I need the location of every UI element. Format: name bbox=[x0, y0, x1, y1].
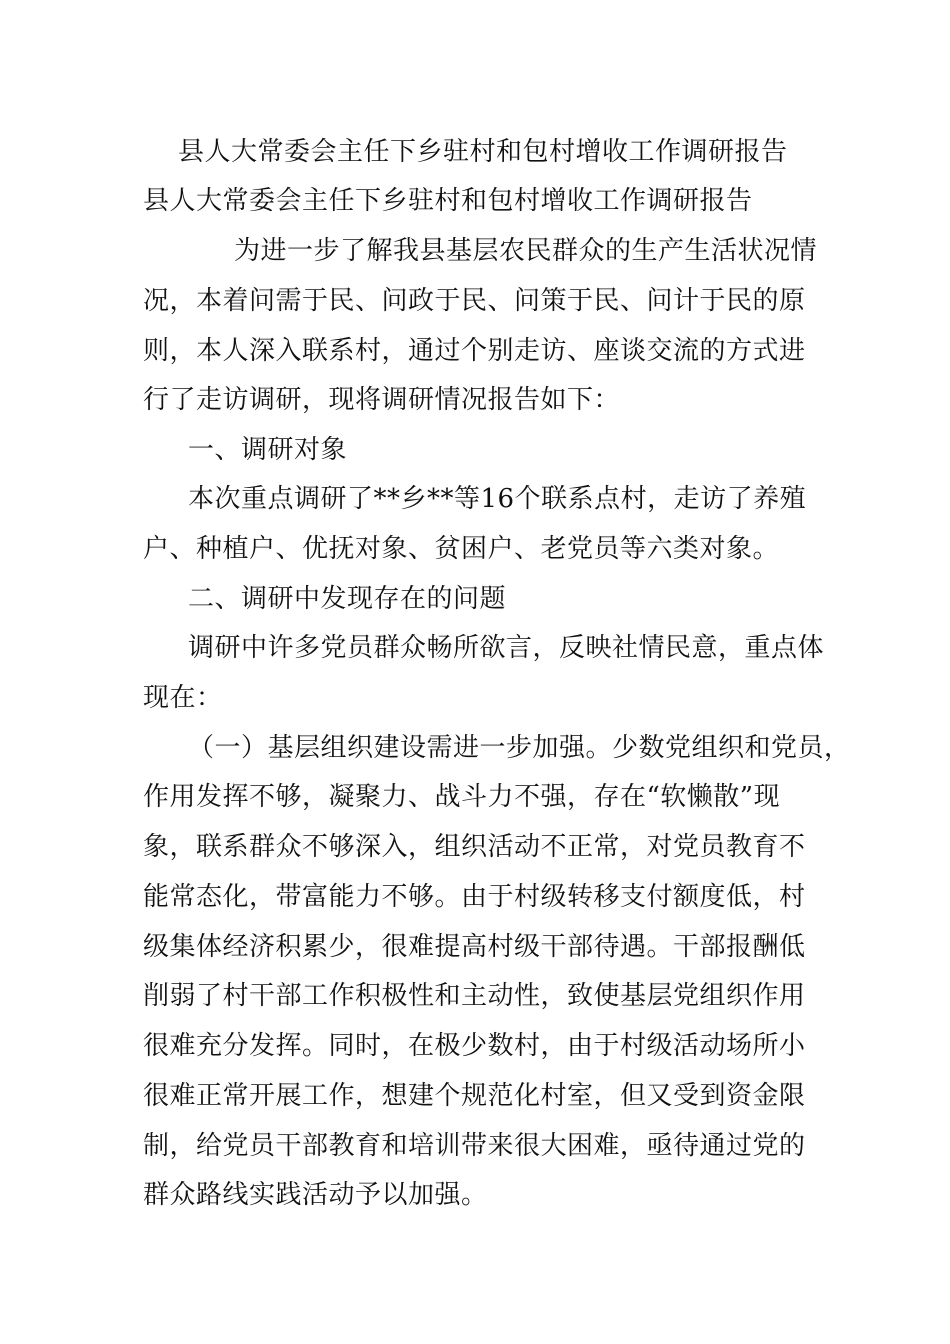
subsection-1-paragraph-line: 作用发挥不够，凝聚力、战斗力不强，存在“软懒散”现 bbox=[143, 782, 781, 812]
section-2-paragraph-line: 调研中许多党员群众畅所欲言，反映社情民意，重点体 bbox=[188, 633, 825, 663]
subsection-1-paragraph-line: 级集体经济积累少，很难提高村级干部待遇。干部报酬低 bbox=[143, 932, 806, 962]
subsection-1-paragraph-line: 能常态化，带富能力不够。由于村级转移支付额度低，村 bbox=[143, 882, 806, 912]
subsection-1-paragraph-line: （一）基层组织建设需进一步加强。少数党组织和党员， bbox=[188, 733, 851, 763]
intro-paragraph-line: 为进一步了解我县基层农民群众的生产生活状况情 bbox=[234, 236, 818, 266]
subsection-1-paragraph-line: 削弱了村干部工作积极性和主动性，致使基层党组织作用 bbox=[143, 981, 806, 1011]
section-heading-research-targets: 一、调研对象 bbox=[188, 435, 348, 465]
document-title: 县人大常委会主任下乡驻村和包村增收工作调研报告 bbox=[178, 137, 788, 167]
section-heading-problems-found: 二、调研中发现存在的问题 bbox=[188, 584, 507, 614]
subsection-1-paragraph-line: 象，联系群众不够深入，组织活动不正常，对党员教育不 bbox=[143, 832, 806, 862]
document-title-repeat: 县人大常委会主任下乡驻村和包村增收工作调研报告 bbox=[143, 186, 753, 216]
intro-paragraph-line: 况，本着问需于民、问政于民、问策于民、问计于民的原 bbox=[143, 286, 806, 316]
subsection-1-paragraph-line: 很难充分发挥。同时，在极少数村，由于村级活动场所小 bbox=[143, 1031, 806, 1061]
section-1-paragraph-line: 户、种植户、优抚对象、贫困户、老党员等六类对象。 bbox=[143, 534, 780, 564]
intro-paragraph-line: 行了走访调研，现将调研情况报告如下： bbox=[143, 385, 621, 415]
subsection-1-paragraph-line: 很难正常开展工作，想建个规范化村室，但又受到资金限 bbox=[143, 1081, 806, 1111]
intro-paragraph-line: 则，本人深入联系村，通过个别走访、座谈交流的方式进 bbox=[143, 336, 806, 366]
subsection-1-paragraph-line: 群众路线实践活动予以加强。 bbox=[143, 1180, 488, 1210]
section-1-paragraph-line: 本次重点调研了**乡**等16个联系点村，走访了养殖 bbox=[188, 484, 807, 514]
subsection-1-paragraph-line: 制，给党员干部教育和培训带来很大困难，亟待通过党的 bbox=[143, 1131, 806, 1161]
section-2-paragraph-line: 现在： bbox=[143, 683, 223, 713]
